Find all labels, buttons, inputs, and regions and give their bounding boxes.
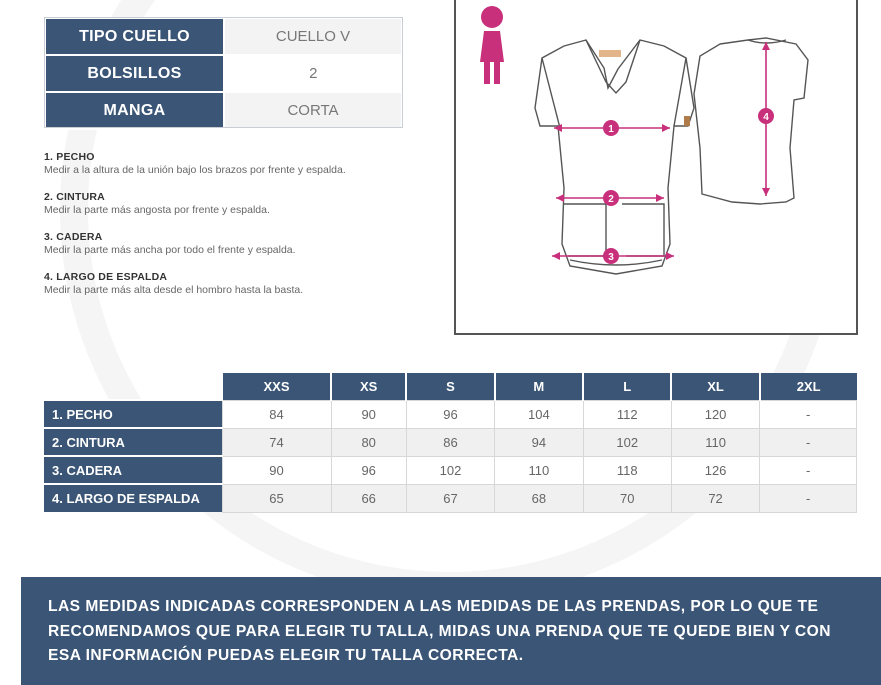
table-cell: 94 — [495, 428, 583, 456]
guide-description: Medir la parte más ancha por todo el frente y espalda. — [44, 244, 296, 256]
table-cell: 110 — [671, 428, 759, 456]
measure-marker-1 — [603, 120, 619, 136]
back-top-outline — [694, 38, 808, 204]
front-top-outline — [535, 40, 694, 274]
garment-spec-table — [44, 17, 403, 130]
brand-label — [599, 50, 621, 57]
guide-item-cadera — [44, 231, 424, 271]
svg-text:2: 2 — [608, 194, 614, 205]
table-cell: 126 — [671, 456, 759, 484]
row-label: 2. CINTURA — [44, 428, 222, 456]
spec-label: TIPO CUELLO — [45, 18, 224, 55]
garment-illustration — [454, 0, 858, 335]
spec-value: CORTA — [224, 92, 402, 129]
table-cell: 70 — [583, 484, 671, 512]
table-row — [44, 400, 857, 428]
table-cell: 90 — [331, 400, 406, 428]
spec-label: MANGA — [45, 92, 224, 129]
table-cell: 68 — [495, 484, 583, 512]
table-cell: 102 — [406, 456, 494, 484]
spec-row — [45, 92, 402, 129]
table-cell: 86 — [406, 428, 494, 456]
table-cell: 72 — [671, 484, 759, 512]
table-cell: 84 — [222, 400, 331, 428]
size-header: L — [583, 373, 671, 400]
size-chart-table — [44, 373, 857, 513]
table-cell: 118 — [583, 456, 671, 484]
table-cell: 120 — [671, 400, 759, 428]
table-cell: 104 — [495, 400, 583, 428]
guide-description: Medir la parte más alta desde el hombro hasta la basta. — [44, 284, 304, 296]
svg-text:3: 3 — [608, 252, 614, 263]
spec-value: 2 — [224, 55, 402, 92]
table-cell: 112 — [583, 400, 671, 428]
sizing-advice-text: LAS MEDIDAS INDICADAS CORRESPONDEN A LAS MEDIDAS DE LAS PRENDAS, POR LO QUE TE RECOMENDAMOS QUE PARA ELEGIR TU TALLA, MIDAS UNA PRENDA QUE TE QUEDE BIEN Y CON ESA INFORMACIÓN PUEDAS ELEGIR TU TALLA CORRECTA. — [48, 598, 831, 664]
table-cell: 96 — [331, 456, 406, 484]
measurement-guide — [44, 151, 424, 311]
table-corner — [44, 373, 222, 400]
table-row — [44, 484, 857, 512]
size-header: XXS — [222, 373, 331, 400]
svg-text:4: 4 — [763, 112, 769, 123]
spec-value: CUELLO V — [224, 18, 402, 55]
svg-text:1: 1 — [608, 124, 614, 135]
guide-description: Medir a la altura de la unión bajo los brazos por frente y espalda. — [44, 164, 346, 176]
measure-marker-3 — [603, 248, 619, 264]
size-header: 2XL — [760, 373, 857, 400]
table-cell: 90 — [222, 456, 331, 484]
size-header: XS — [331, 373, 406, 400]
measure-marker-4 — [758, 108, 774, 124]
size-header: M — [495, 373, 583, 400]
table-cell: - — [760, 484, 857, 512]
guide-description: Medir la parte más angosta por frente y espalda. — [44, 204, 270, 216]
table-cell: 80 — [331, 428, 406, 456]
table-row — [44, 428, 857, 456]
woman-icon — [480, 6, 504, 84]
sizing-advice-banner — [21, 577, 881, 685]
guide-title: 1. PECHO — [44, 151, 95, 163]
row-label: 3. CADERA — [44, 456, 222, 484]
table-cell: 96 — [406, 400, 494, 428]
spec-row — [45, 18, 402, 55]
table-cell: - — [760, 428, 857, 456]
spec-label: BOLSILLOS — [45, 55, 224, 92]
size-header: S — [406, 373, 494, 400]
guide-title: 4. LARGO DE ESPALDA — [44, 271, 168, 283]
sleeve-tag — [684, 116, 690, 126]
guide-item-pecho — [44, 151, 424, 191]
table-cell: 74 — [222, 428, 331, 456]
table-cell: - — [760, 456, 857, 484]
guide-title: 3. CADERA — [44, 231, 103, 243]
table-cell: 102 — [583, 428, 671, 456]
guide-item-largo-espalda — [44, 271, 424, 311]
table-cell: 67 — [406, 484, 494, 512]
size-header: XL — [671, 373, 759, 400]
measure-lines — [552, 42, 770, 260]
garment-drawing — [456, 0, 860, 337]
row-label: 4. LARGO DE ESPALDA — [44, 484, 222, 512]
row-label: 1. PECHO — [44, 400, 222, 428]
table-cell: - — [760, 400, 857, 428]
table-cell: 65 — [222, 484, 331, 512]
guide-title: 2. CINTURA — [44, 191, 105, 203]
spec-row — [45, 55, 402, 92]
table-row — [44, 456, 857, 484]
table-cell: 110 — [495, 456, 583, 484]
size-header-row — [44, 373, 857, 400]
measure-marker-2 — [603, 190, 619, 206]
guide-item-cintura — [44, 191, 424, 231]
table-cell: 66 — [331, 484, 406, 512]
